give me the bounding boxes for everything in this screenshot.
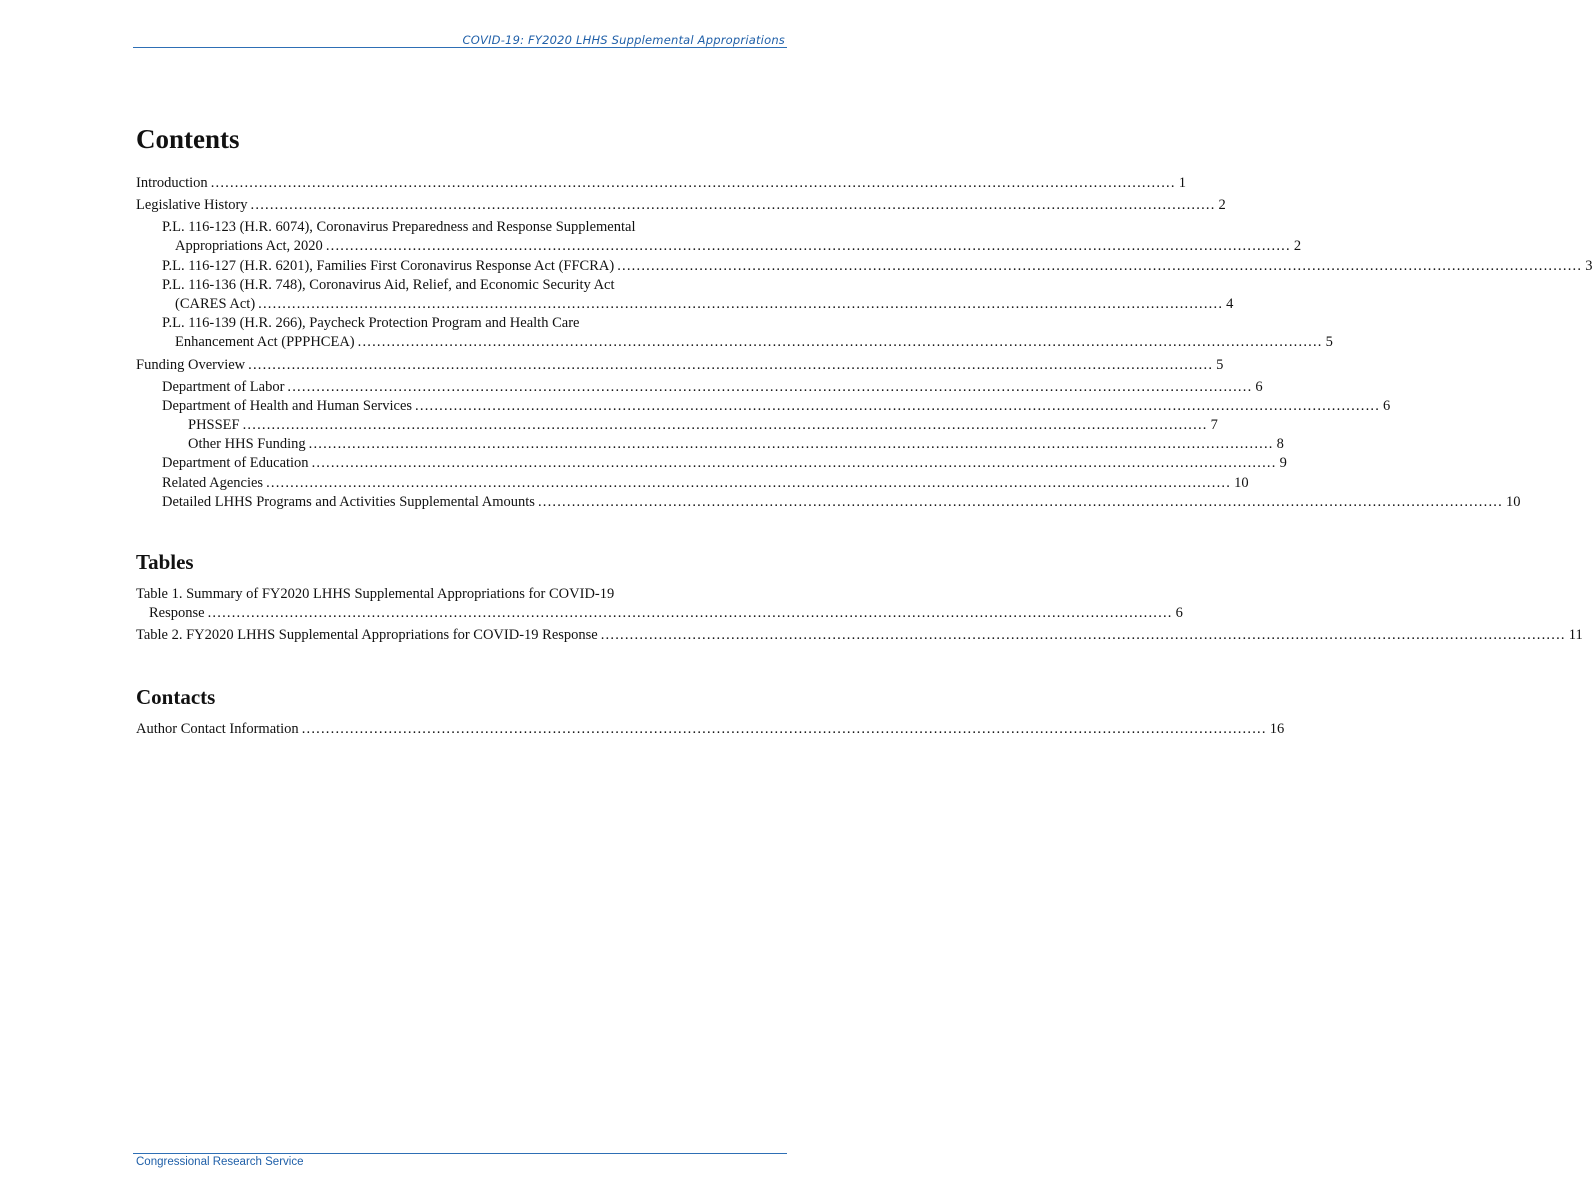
tables-heading: Tables [136,550,194,574]
toc-entry-author-contact-information[interactable] [136,720,1285,739]
toc-leader-dots: ........................................................................................................................................................................................................ [415,397,1381,414]
toc-leader-dots: ........................................................................................................................................................................................................ [311,455,1277,472]
toc-entry-other-hhs-funding[interactable] [136,435,1284,454]
toc-entry-text: Detailed LHHS Programs and Activities Supplemental Amounts [162,493,535,510]
toc-leader-dots: ........................................................................................................................................................................................................ [301,721,1267,737]
footer-rule [133,1153,787,1154]
toc-page-number: 6 [1383,397,1391,414]
toc-page-number: 9 [1279,455,1287,472]
toc-entry-text-line1: P.L. 116-139 (H.R. 266), Paycheck Protection Program and Health Care [162,315,580,332]
toc-entry-related-agencies[interactable] [136,474,1249,493]
toc-entry-text: Author Contact Information [136,721,299,737]
toc-leader-dots: ........................................................................................................................................................................................................ [258,296,1224,312]
toc-entry-text: (CARES Act) [175,296,256,312]
toc-entry-department-of-education[interactable] [136,454,1287,473]
toc-entry-table-2[interactable] [136,626,1583,645]
toc-entry-text: Other HHS Funding [188,436,306,453]
toc-entry-pl-116-139[interactable] [136,314,1333,352]
toc-entry-text: Appropriations Act, 2020 [175,238,323,255]
toc-page-number: 3 [1585,257,1592,274]
toc-entry-text: Funding Overview [136,356,246,373]
toc-page-number: 5 [1216,356,1224,373]
toc-entry-department-of-labor[interactable] [136,378,1263,397]
toc-entry-text: Legislative History [136,197,248,214]
toc-page-number: 7 [1210,417,1218,433]
toc-page-number: 11 [1568,627,1583,644]
toc-leader-dots: ........................................................................................................................................................................................................ [357,334,1323,351]
toc-leader-dots: ........................................................................................................................................................................................................ [325,238,1291,255]
toc-page-number: 8 [1276,436,1284,453]
toc-page-number: 2 [1218,197,1226,214]
toc-entry-text: Department of Health and Human Services [162,397,413,414]
toc-entry-table-1[interactable] [136,585,1183,623]
toc-entry-text-line1: Table 1. Summary of FY2020 LHHS Supplemental Appropriations for COVID-19 [136,586,615,602]
toc-page-number: 4 [1226,296,1234,312]
toc-entry-text: PHSSEF [188,417,240,433]
toc-entry-legislative-history[interactable] [136,196,1226,215]
toc-page-number: 10 [1505,493,1521,510]
toc-entry-detailed-lhhs-programs[interactable] [136,493,1521,512]
toc-leader-dots: ........................................................................................................................................................................................................ [537,493,1503,510]
toc-entry-funding-overview[interactable] [136,356,1224,375]
toc-page-number: 6 [1255,378,1263,395]
header-rule [133,47,787,48]
toc-page-number: 5 [1325,334,1333,351]
toc-entry-text-line1: P.L. 116-123 (H.R. 6074), Coronavirus Preparedness and Response Supplemental [162,219,636,236]
toc-entry-phssef[interactable] [136,416,1218,435]
contacts-list [136,720,1285,739]
toc-entry-text: Enhancement Act (PPPHCEA) [175,334,355,351]
toc-entry-pl-116-136[interactable] [136,276,1234,314]
toc-leader-dots: ........................................................................................................................................................................................................ [617,257,1583,274]
toc-entry-text: Department of Labor [162,378,285,395]
toc-leader-dots: ........................................................................................................................................................................................................ [210,175,1176,191]
toc-page-number: 1 [1178,175,1186,191]
contents-heading: Contents [136,124,240,154]
running-header: COVID-19: FY2020 LHHS Supplemental Appropriations [462,33,785,47]
toc-leader-dots: ........................................................................................................................................................................................................ [308,436,1274,453]
tables-list [136,585,1583,646]
toc-leader-dots: ........................................................................................................................................................................................................ [287,378,1253,395]
toc-entry-introduction[interactable] [136,174,1186,193]
contents-list [136,174,1592,512]
toc-entry-pl-116-127[interactable] [136,257,1592,276]
toc-entry-text: Response [149,605,205,622]
toc-entry-text: Introduction [136,175,208,191]
contacts-heading: Contacts [136,685,216,709]
toc-leader-dots: ........................................................................................................................................................................................................ [250,197,1216,214]
toc-entry-text: Related Agencies [162,474,264,491]
footer-organization: Congressional Research Service [136,1156,304,1168]
toc-page-number: 2 [1293,238,1302,255]
toc-entry-text: Department of Education [162,455,309,472]
toc-entry-department-of-hhs[interactable] [136,397,1391,416]
toc-entry-text-line1: P.L. 116-136 (H.R. 748), Coronavirus Aid, Relief, and Economic Security Act [162,276,615,293]
toc-entry-pl-116-123[interactable] [136,218,1302,256]
toc-page-number: 6 [1175,605,1183,622]
toc-entry-text: P.L. 116-127 (H.R. 6201), Families First Coronavirus Response Act (FFCRA) [162,257,615,274]
toc-leader-dots: ........................................................................................................................................................................................................ [266,474,1232,491]
toc-page-number: 10 [1234,474,1249,491]
toc-leader-dots: ........................................................................................................................................................................................................ [248,356,1214,373]
toc-leader-dots: ........................................................................................................................................................................................................ [600,627,1566,644]
toc-entry-text: Table 2. FY2020 LHHS Supplemental Appropriations for COVID-19 Response [136,627,598,644]
toc-leader-dots: ........................................................................................................................................................................................................ [207,605,1173,622]
toc-page-number: 16 [1269,721,1285,737]
toc-leader-dots: ........................................................................................................................................................................................................ [242,417,1208,433]
